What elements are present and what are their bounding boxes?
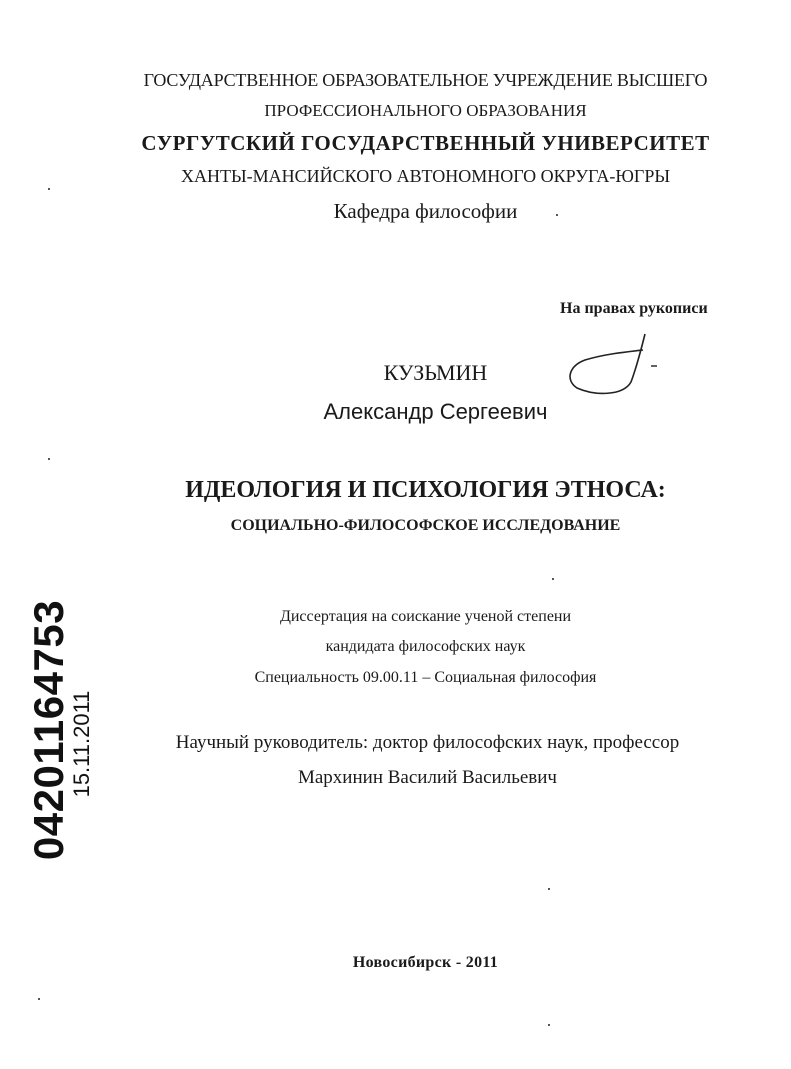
supervisor-name: Мархинин Василий Васильевич: [297, 767, 557, 788]
thesis-title: ИДЕОЛОГИЯ И ПСИХОЛОГИЯ ЭТНОСА:: [185, 477, 666, 503]
degree-line-2: кандидата философских наук: [325, 638, 526, 655]
city-year: Новосибирск - 2011: [352, 954, 499, 971]
specialty-line: Специальность 09.00.11 – Социальная философия: [254, 669, 597, 686]
archive-stamp-number: 04201164753: [25, 599, 72, 861]
author-surname: КУЗЬМИН: [383, 360, 488, 385]
scan-speck: [48, 188, 50, 190]
author-given-names: Александр Сергеевич: [323, 399, 548, 424]
degree-line-1: Диссертация на соискание ученой степени: [279, 608, 572, 625]
university-name: СУРГУТСКИЙ ГОСУДАРСТВЕННЫЙ УНИВЕРСИТЕТ: [141, 131, 710, 155]
archive-stamp-date: 15.11.2011: [69, 690, 94, 798]
scan-speck: [48, 458, 50, 460]
scan-speck: [548, 1024, 550, 1026]
supervisor-title: Научный руководитель: доктор философских наук, профессор: [175, 732, 680, 753]
scan-speck: [556, 214, 558, 216]
scan-speck: [552, 578, 554, 580]
institution-line-1: ГОСУДАРСТВЕННОЕ ОБРАЗОВАТЕЛЬНОЕ УЧРЕЖДЕНИЕ ВЫСШЕГО: [143, 70, 708, 90]
institution-line-2: ПРОФЕССИОНАЛЬНОГО ОБРАЗОВАНИЯ: [264, 101, 587, 120]
scan-speck: [548, 888, 550, 890]
region-name: ХАНТЫ-МАНСИЙСКОГО АВТОНОМНОГО ОКРУГА-ЮГРЫ: [180, 166, 671, 186]
department-name: Кафедра философии: [333, 199, 518, 223]
scan-speck: [38, 998, 40, 1000]
thesis-subtitle: СОЦИАЛЬНО-ФИЛОСОФСКОЕ ИССЛЕДОВАНИЕ: [230, 517, 621, 534]
manuscript-note: На правах рукописи: [560, 300, 708, 317]
